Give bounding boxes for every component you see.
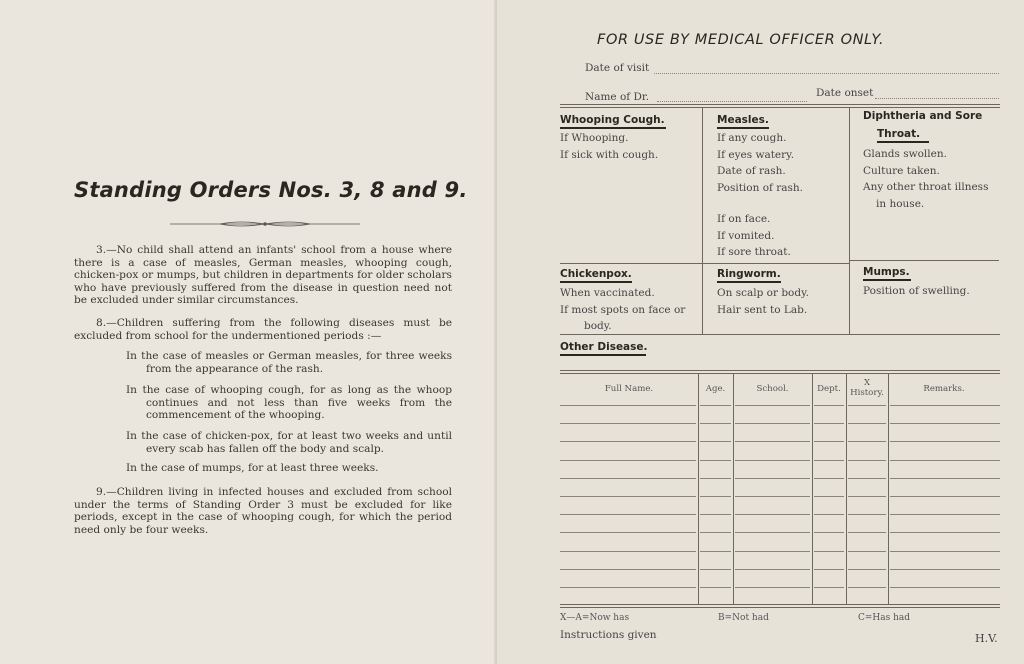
- table-row-line[interactable]: [735, 441, 810, 442]
- standing-order-9: 9.—Children living in infected houses and excluded from school under the terms of Standing Order 3 must be excluded for like periods, except in the case of whooping cough, for which the period need only be four weeks.: [74, 486, 452, 536]
- instructions-label: Instructions given: [560, 629, 657, 641]
- table-row-line[interactable]: [848, 441, 886, 442]
- whooping-cough-items: If Whooping. If sick with cough.: [560, 132, 659, 161]
- table-row-line[interactable]: [560, 405, 696, 406]
- table-row-line[interactable]: [890, 496, 1000, 497]
- table-row-line[interactable]: [890, 532, 1000, 533]
- table-row-line[interactable]: [890, 405, 1000, 406]
- table-row-line[interactable]: [700, 587, 731, 588]
- diphtheria-heading: Diphtheria and Sore: [863, 110, 983, 122]
- table-row-line[interactable]: [890, 514, 1000, 515]
- table-row-line[interactable]: [814, 532, 844, 533]
- table-row-line[interactable]: [814, 405, 844, 406]
- ornament-divider: [170, 218, 360, 230]
- table-row-line[interactable]: [848, 496, 886, 497]
- table-row-line[interactable]: [700, 423, 731, 424]
- table-row-line[interactable]: [814, 460, 844, 461]
- table-row-line[interactable]: [735, 423, 810, 424]
- name-of-dr-label: Name of Dr.: [585, 91, 650, 103]
- table-row-line[interactable]: [735, 478, 810, 479]
- legend-has-had: C=Has had: [858, 613, 911, 623]
- table-row-line[interactable]: [700, 551, 731, 552]
- date-of-visit-field[interactable]: [654, 73, 999, 74]
- table-row-line[interactable]: [814, 569, 844, 570]
- table-row-line[interactable]: [890, 460, 1000, 461]
- table-row-line[interactable]: [848, 532, 886, 533]
- table-row-line[interactable]: [560, 441, 696, 442]
- table-row-line[interactable]: [890, 551, 1000, 552]
- table-row-line[interactable]: [814, 441, 844, 442]
- measles-heading: Measles.: [717, 114, 769, 126]
- legend-not-had: B=Not had: [718, 613, 769, 623]
- table-row-line[interactable]: [560, 532, 696, 533]
- date-onset-label: Date onset: [816, 87, 874, 99]
- table-row-line[interactable]: [560, 551, 696, 552]
- col-school: School.: [756, 384, 789, 394]
- table-row-line[interactable]: [560, 569, 696, 570]
- table-row-line[interactable]: [560, 587, 696, 588]
- table-row-line[interactable]: [735, 551, 810, 552]
- table-row-line[interactable]: [848, 514, 886, 515]
- standing-order-3: 3.—No child shall attend an infants' school from a house where there is a case of measles, German measles, whooping cough, chicken-pox or mumps, but children in departments for older scholars who have previously suffered from the disease in question need not be excluded under similar circumstances.: [74, 244, 452, 307]
- sore-throat-heading: Throat.: [877, 128, 920, 140]
- col-full-name: Full Name.: [604, 384, 654, 394]
- right-page: [497, 0, 1024, 664]
- table-row-line[interactable]: [560, 514, 696, 515]
- date-onset-field[interactable]: [875, 98, 999, 99]
- standing-order-8: 8.—Children suffering from the following diseases must be excluded from school for the undermentioned periods :—: [74, 317, 452, 342]
- period-chickenpox: In the case of chicken-pox, for at least two weeks and until every scab has fallen off the body and scalp.: [126, 430, 452, 455]
- chickenpox-heading: Chickenpox.: [560, 268, 632, 280]
- mumps-items: Position of swelling.: [863, 285, 970, 297]
- table-row-line[interactable]: [560, 496, 696, 497]
- table-row-line[interactable]: [735, 460, 810, 461]
- table-row-line[interactable]: [700, 569, 731, 570]
- table-row-line[interactable]: [848, 478, 886, 479]
- table-row-line[interactable]: [560, 460, 696, 461]
- table-row-line[interactable]: [890, 441, 1000, 442]
- table-row-line[interactable]: [700, 460, 731, 461]
- table-row-line[interactable]: [814, 478, 844, 479]
- table-row-line[interactable]: [700, 478, 731, 479]
- table-row-line[interactable]: [848, 460, 886, 461]
- chickenpox-items: When vaccinated. If most spots on face or body.: [560, 287, 686, 332]
- table-row-line[interactable]: [735, 569, 810, 570]
- initials: H.V.: [975, 632, 998, 645]
- table-row-line[interactable]: [814, 587, 844, 588]
- measles-items: If any cough. If eyes watery. Date of rash. Position of rash. If on face. If vomited. If sore throat.: [717, 132, 804, 258]
- table-row-line[interactable]: [890, 569, 1000, 570]
- col-remarks: Remarks.: [923, 384, 965, 394]
- table-row-line[interactable]: [700, 496, 731, 497]
- col-age: Age.: [705, 384, 726, 394]
- table-row-line[interactable]: [814, 551, 844, 552]
- table-row-line[interactable]: [890, 423, 1000, 424]
- ringworm-heading: Ringworm.: [717, 268, 781, 280]
- ringworm-items: On scalp or body. Hair sent to Lab.: [717, 287, 809, 316]
- table-row-line[interactable]: [814, 514, 844, 515]
- left-page: [0, 0, 497, 664]
- table-row-line[interactable]: [848, 423, 886, 424]
- legend-now-has: X—A=Now has: [560, 613, 630, 623]
- date-of-visit-label: Date of visit: [585, 62, 650, 74]
- table-row-line[interactable]: [560, 478, 696, 479]
- col-dept: Dept.: [817, 384, 841, 394]
- form-header: FOR USE BY MEDICAL OFFICER ONLY.: [597, 32, 885, 48]
- table-row-line[interactable]: [700, 514, 731, 515]
- table-row-line[interactable]: [700, 441, 731, 442]
- table-row-line[interactable]: [735, 405, 810, 406]
- table-row-line[interactable]: [814, 496, 844, 497]
- table-row-line[interactable]: [700, 405, 731, 406]
- table-row-line[interactable]: [890, 587, 1000, 588]
- col-x: X: [863, 378, 871, 388]
- period-measles: In the case of measles or German measles, for three weeks from the appearance of the rash.: [126, 350, 452, 375]
- name-of-dr-field[interactable]: [657, 101, 807, 102]
- col-history: History.: [850, 388, 884, 398]
- table-row-line[interactable]: [735, 587, 810, 588]
- mumps-heading: Mumps.: [863, 266, 910, 278]
- other-disease-heading: Other Disease.: [560, 341, 648, 353]
- table-row-line[interactable]: [735, 514, 810, 515]
- table-row-line[interactable]: [848, 405, 886, 406]
- table-row-line[interactable]: [700, 532, 731, 533]
- period-mumps: In the case of mumps, for at least three weeks.: [126, 462, 379, 474]
- page-title: Standing Orders Nos. 3, 8 and 9.: [74, 178, 468, 202]
- table-row-line[interactable]: [848, 551, 886, 552]
- table-row-line[interactable]: [848, 569, 886, 570]
- table-row-line[interactable]: [735, 532, 810, 533]
- table-row-line[interactable]: [890, 478, 1000, 479]
- table-row-line[interactable]: [848, 587, 886, 588]
- table-row-line[interactable]: [814, 423, 844, 424]
- table-row-line[interactable]: [735, 496, 810, 497]
- whooping-cough-heading: Whooping Cough.: [560, 114, 665, 126]
- table-row-line[interactable]: [560, 423, 696, 424]
- period-whooping-cough: In the case of whooping cough, for as long as the whoop continues and not less than five weeks from the commencement of the whooping.: [126, 384, 452, 422]
- diphtheria-items: Glands swollen. Culture taken. Any other throat illness in house.: [863, 148, 989, 210]
